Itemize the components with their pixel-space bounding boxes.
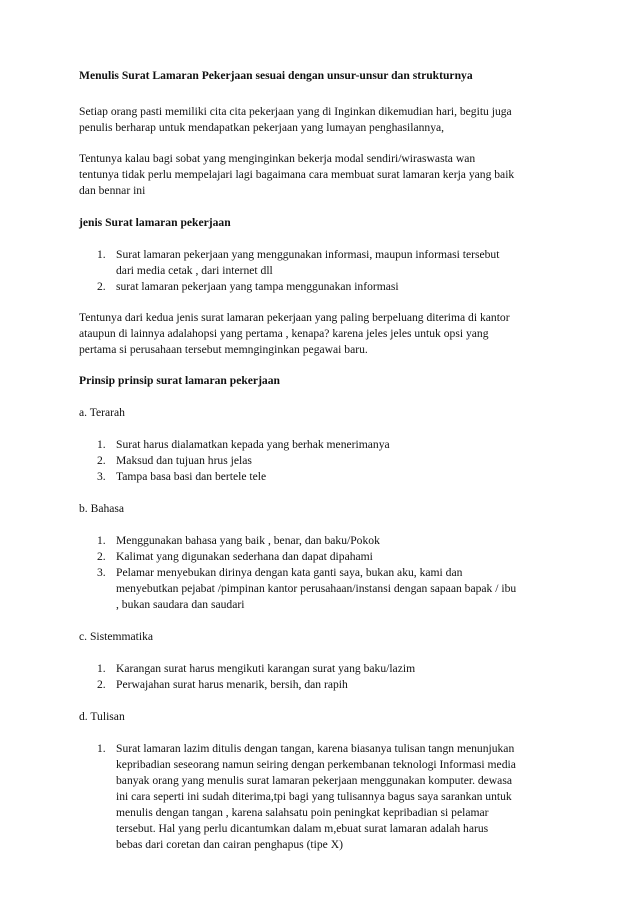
- list-number: 1.: [97, 742, 106, 755]
- text-line: Kalimat yang digunakan sederhana dan dapat dipahami: [116, 550, 373, 563]
- section-label: b. Bahasa: [79, 502, 125, 515]
- jenis-list: [79, 247, 569, 295]
- section-label: d. Tulisan: [79, 710, 125, 723]
- text-line: dari media cetak , dari internet dll: [116, 264, 273, 277]
- list-number: 2.: [97, 454, 106, 467]
- sistematika-list: [79, 661, 569, 693]
- text-line: ataupun di lainnya adalahopsi yang pertama , kenapa? karena jeles jeles untuk opsi yang: [79, 327, 489, 340]
- text-line: Surat harus dialamatkan kepada yang berhak menerimanya: [116, 438, 390, 451]
- list-number: 1.: [97, 248, 106, 261]
- list-number: 1.: [97, 662, 106, 675]
- document-title: Menulis Surat Lamaran Pekerjaan sesuai dengan unsur-unsur dan strukturnya: [79, 69, 473, 82]
- list-number: 3.: [97, 566, 106, 579]
- section-tulisan: [79, 709, 569, 853]
- text-line: Maksud dan tujuan hrus jelas: [116, 454, 252, 467]
- prinsip-heading: Prinsip prinsip surat lamaran pekerjaan: [79, 374, 280, 387]
- text-line: Menggunakan bahasa yang baik , benar, dan baku/Pokok: [116, 534, 380, 547]
- section-label: c. Sistemmatika: [79, 630, 154, 643]
- list-item: [79, 549, 569, 565]
- text-line: kepribadian seseorang namun seiring dengan perkembanan teknologi Informasi media: [116, 758, 516, 771]
- list-item: [79, 741, 569, 853]
- list-item: [79, 279, 569, 295]
- list-number: 3.: [97, 470, 106, 483]
- list-number: 2.: [97, 550, 106, 563]
- text-line: dan bennar ini: [79, 184, 146, 197]
- text-line: Surat lamaran lazim ditulis dengan tangan, karena biasanya tulisan tangn menunjukan: [116, 742, 515, 755]
- paragraph-kesimpulan: [79, 310, 569, 358]
- text-line: , bukan saudara dan saudari: [116, 598, 245, 611]
- list-number: 1.: [97, 534, 106, 547]
- list-item: [79, 533, 569, 549]
- intro-paragraph: [79, 104, 569, 136]
- list-item: [79, 661, 569, 677]
- jenis-heading: jenis Surat lamaran pekerjaan: [79, 216, 231, 229]
- text-line: pertama si perusahaan tersebut memnginginkan pegawai baru.: [79, 343, 368, 356]
- list-item: [79, 437, 569, 453]
- text-line: ini cara seperti ini sudah diterima,tpi bagi yang tulisannya bagus saya sarankan untuk: [116, 790, 512, 803]
- text-line: Tampa basa basi dan bertele tele: [116, 470, 267, 483]
- list-number: 2.: [97, 280, 106, 293]
- section-sistematika: [79, 629, 569, 693]
- text-line: tentunya tidak perlu mempelajari lagi bagaimana cara membuat surat lamaran kerja yang baik: [79, 168, 515, 181]
- document-body: [79, 68, 569, 853]
- list-item: [79, 247, 569, 279]
- section-terarah: [79, 405, 569, 485]
- text-line: penulis berharap untuk mendapatkan pekerjaan yang lumayan penghasilannya,: [79, 121, 445, 134]
- text-line: Tentunya dari kedua jenis surat lamaran pekerjaan yang paling berpeluang diterima di kantor: [79, 311, 510, 324]
- text-line: Pelamar menyebukan dirinya dengan kata ganti saya, bukan aku, kami dan: [116, 566, 463, 579]
- text-line: bebas dari coretan dan cairan penghapus (tipe X): [116, 838, 343, 851]
- text-line: banyak orang yang menulis surat lamaran pekerjaan menggunakan komputer. dewasa: [116, 774, 512, 787]
- list-number: 1.: [97, 438, 106, 451]
- list-item: [79, 453, 569, 469]
- tulisan-list: [79, 741, 569, 853]
- text-line: Karangan surat harus mengikuti karangan surat yang baku/lazim: [116, 662, 416, 675]
- list-item: [79, 565, 569, 613]
- text-line: menyebutkan pejabat /pimpinan kantor perusahaan/instansi dengan sapaan bapak / ibu: [116, 582, 517, 595]
- text-line: menulis dengan tangan , karena salahsatu poin peningkat kepribadian si pelamar: [116, 806, 489, 819]
- text-line: Setiap orang pasti memiliki cita cita pekerjaan yang di Inginkan dikemudian hari, begitu juga: [79, 105, 512, 118]
- text-line: Surat lamaran pekerjaan yang menggunakan informasi, maupun informasi tersebut: [116, 248, 500, 261]
- list-number: 2.: [97, 678, 106, 691]
- text-line: Tentunya kalau bagi sobat yang menginginkan bekerja modal sendiri/wiraswasta wan: [79, 152, 476, 165]
- text-line: Perwajahan surat harus menarik, bersih, dan rapih: [116, 678, 348, 691]
- paragraph-wiraswasta: [79, 151, 569, 199]
- text-line: tersebut. Hal yang perlu dicantumkan dalam m,ebuat surat lamaran adalah harus: [116, 822, 489, 835]
- section-bahasa: [79, 501, 569, 613]
- list-item: [79, 677, 569, 693]
- section-label: a. Terarah: [79, 406, 125, 419]
- text-line: surat lamaran pekerjaan yang tampa menggunakan informasi: [116, 280, 399, 293]
- bahasa-list: [79, 533, 569, 613]
- list-item: [79, 469, 569, 485]
- terarah-list: [79, 437, 569, 485]
